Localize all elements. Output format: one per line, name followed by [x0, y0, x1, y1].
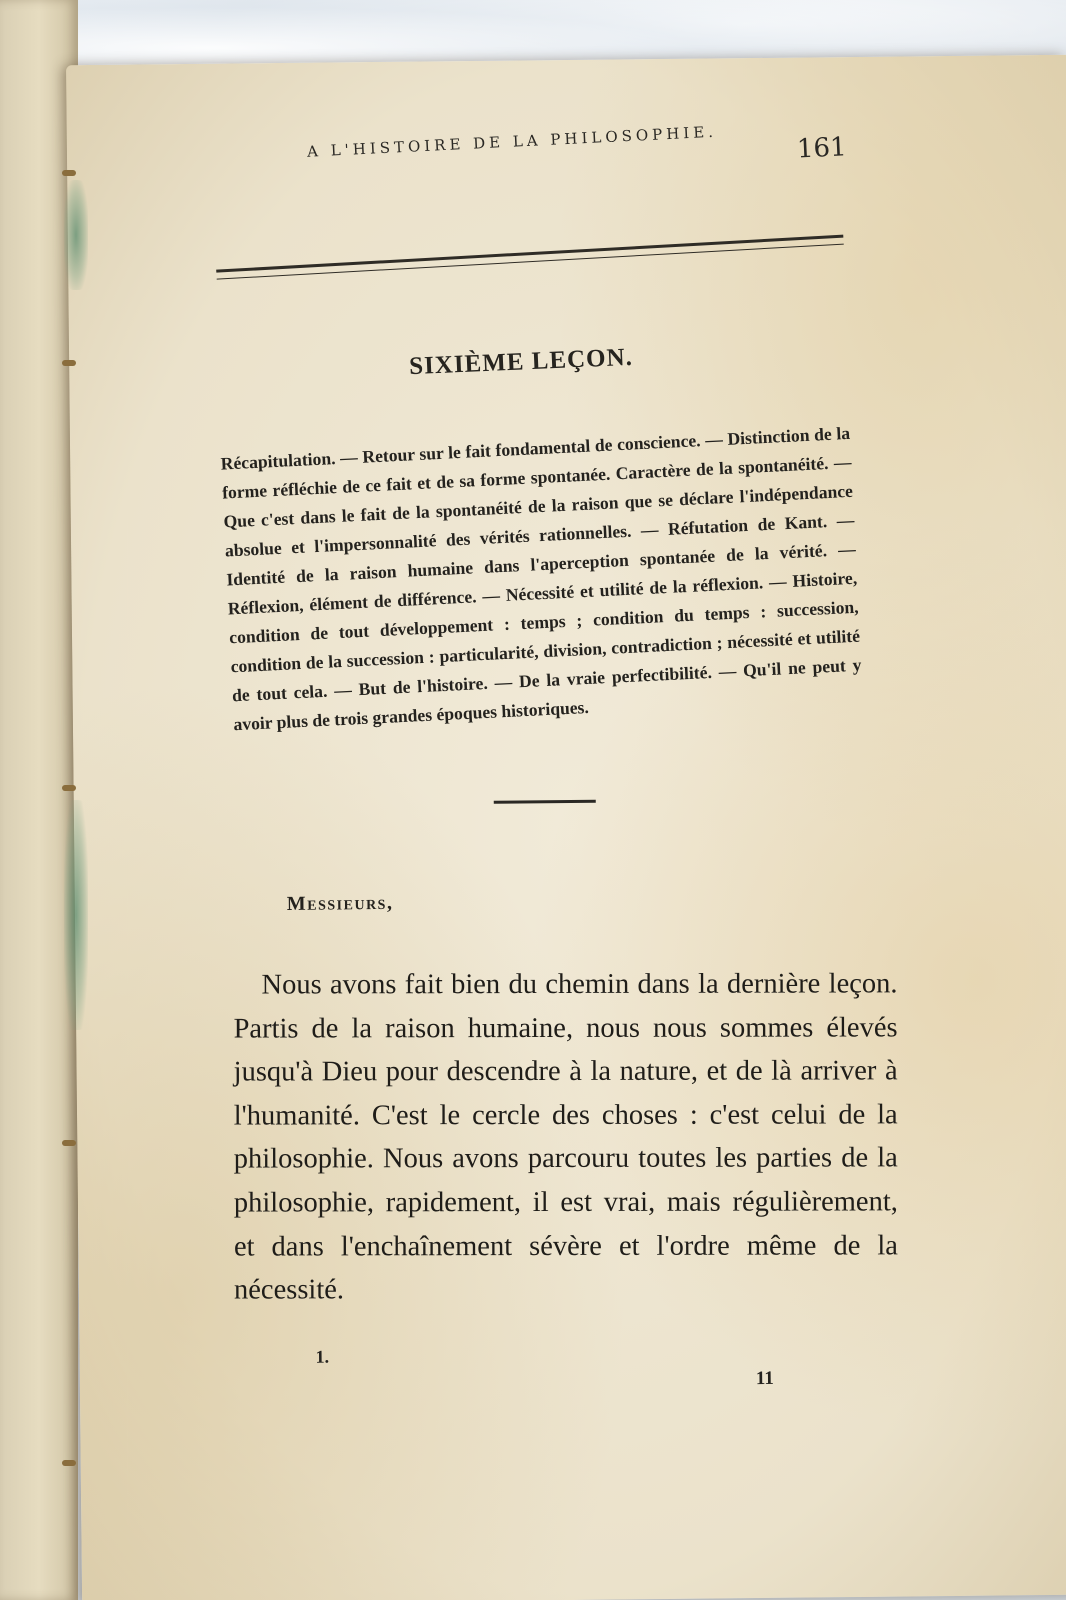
binding-stitch	[62, 170, 76, 176]
body-paragraph: Nous avons fait bien du chemin dans la dernière leçon. Partis de la raison humaine, nous nous sommes élevés jusqu'à Dieu pour descendre à la nature, et de là arriver à l'humanité. C'est le cercle des choses : c'est celui de la philosophie. Nous avons parcouru toutes les parties de la philosophie, rapidement, il est vrai, mais régulièrement, et dans l'enchaînement sévère et l'ordre même de la nécessité.	[233, 968, 898, 1306]
binding-stitch	[62, 360, 76, 366]
signature-mark: 1.	[315, 1346, 330, 1367]
page-number: 161	[796, 132, 848, 165]
lesson-title: SIXIÈME LEÇON.	[408, 343, 634, 381]
header-rule	[216, 235, 844, 280]
binding-stitch	[62, 1460, 76, 1466]
salutation: Messieurs,	[286, 891, 394, 915]
running-header: A L'HISTOIRE DE LA PHILOSOPHIE.	[306, 122, 718, 161]
green-stain	[64, 180, 88, 290]
section-divider	[494, 800, 596, 804]
sheet-number: 11	[755, 1367, 774, 1390]
binding-stitch	[62, 785, 76, 791]
lesson-summary: Récapitulation. — Retour sur le fait fondamental de conscience. — Distinction de la forme réfléchie de ce fait et de sa forme spontanée. Caractère de la spontanéité. — Que c'est dans le fait de la spontanéité de la raison que se déclare l'indépendance absolue et l'impersonnalité des vérités rationnelles. — Réfutation de Kant. — Identité de la raison humaine dans l'aperception spontanée de la vérité. — Réflexion, élément de différence. — Nécessité et utilité de la réflexion. — Histoire, condition de tout développement : temps ; condition du temps : succession, condition de la succession : particularité, division, contradiction ; nécessité et utilité de tout cela. — But de l'histoire. — De la vraie perfectibilité. — Qu'il ne peut y avoir plus de trois grandes époques historiques.	[220, 422, 862, 735]
green-stain	[64, 800, 88, 1030]
book-page	[66, 55, 1066, 1600]
binding-stitch	[62, 1140, 76, 1146]
